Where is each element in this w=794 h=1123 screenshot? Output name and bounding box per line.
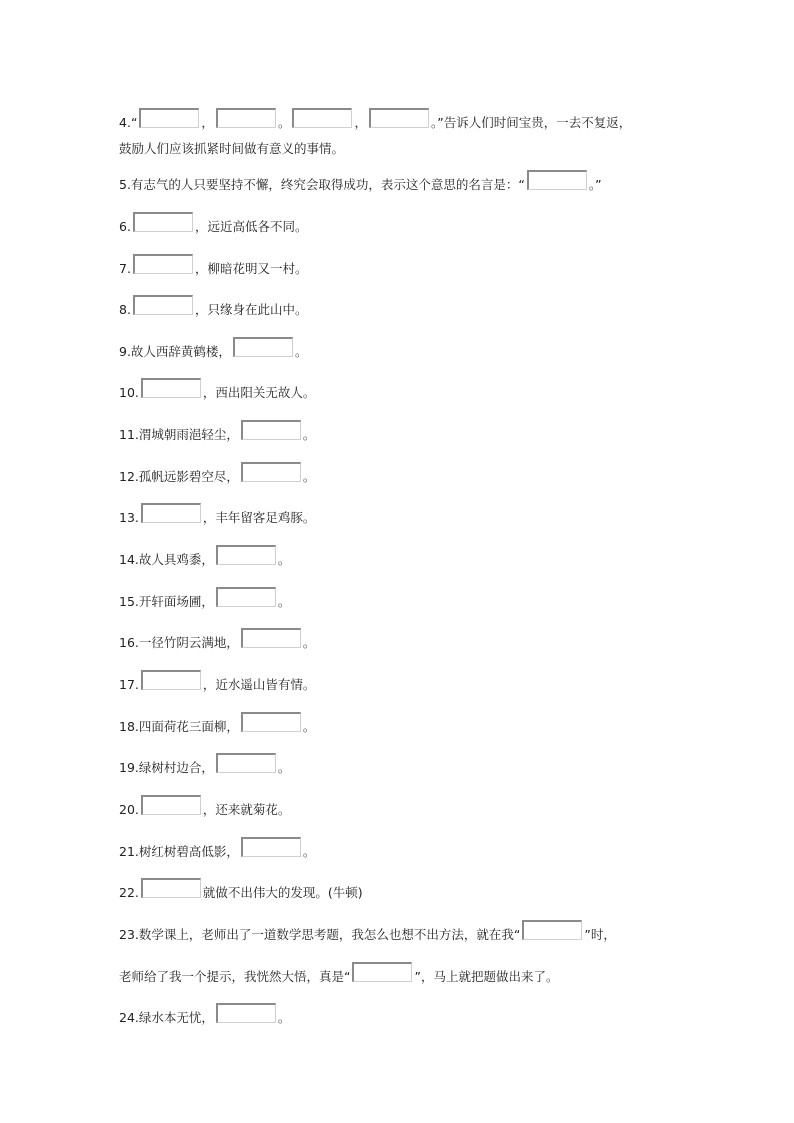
answer-blank-7[interactable]: [133, 254, 193, 274]
answer-blank-12[interactable]: [241, 462, 301, 482]
answer-blank-24[interactable]: [216, 1003, 276, 1023]
answer-blank-13[interactable]: [141, 503, 201, 523]
question-11: [119, 420, 315, 448]
question-text: 9.故人西辞黄鹤楼，: [119, 344, 231, 359]
question-text: 鼓励人们应该抓紧时间做有意义的事情。: [119, 141, 345, 156]
question-text: ，还来就菊花。: [202, 802, 291, 817]
answer-blank-6[interactable]: [133, 212, 193, 232]
question-4-continued: [119, 134, 344, 162]
punct: 。: [302, 469, 316, 484]
answer-blank-22[interactable]: [141, 878, 201, 898]
question-7: [119, 254, 307, 282]
question-19: [119, 753, 290, 781]
question-5: [119, 170, 602, 198]
question-12: [119, 462, 315, 490]
question-text: 老师给了我一个提示，我恍然大悟，真是“: [119, 969, 351, 984]
question-number: 6.: [119, 218, 131, 234]
question-text: ，只缘身在此山中。: [194, 302, 308, 317]
question-number: 13.: [119, 509, 139, 525]
question-6: [119, 212, 307, 240]
question-text: 21.树红树碧高低影，: [119, 844, 239, 859]
question-text: ，柳暗花明又一村。: [194, 261, 308, 276]
answer-blank-5[interactable]: [527, 170, 587, 190]
answer-blank-4a[interactable]: [139, 108, 199, 128]
question-23: [119, 920, 616, 948]
question-number: 17.: [119, 676, 139, 692]
punct: 。: [277, 594, 291, 609]
answer-blank-17[interactable]: [141, 670, 201, 690]
answer-blank-11[interactable]: [241, 420, 301, 440]
punct: 。: [302, 844, 316, 859]
answer-blank-9[interactable]: [233, 337, 293, 357]
question-text: 24.绿水本无忧，: [119, 1010, 214, 1025]
question-number: 10.: [119, 384, 139, 400]
question-8: [119, 295, 307, 323]
question-text: 11.渭城朝雨浥轻尘，: [119, 427, 239, 442]
question-4: [119, 108, 631, 136]
question-23-continued: [119, 962, 558, 990]
answer-blank-4b[interactable]: [216, 108, 276, 128]
quote-open: “: [130, 114, 138, 130]
question-text: 23.数学课上，老师出了一道数学思考题，我怎么也想不出方法，就在我“: [119, 927, 521, 942]
question-text: 5.有志气的人只要坚持不懈，终究会取得成功，表示这个意思的名言是：“: [119, 177, 525, 192]
question-10: [119, 378, 315, 406]
question-text: 。”告诉人们时间宝贵，一去不复返，: [430, 115, 632, 130]
question-16: [119, 628, 315, 656]
answer-blank-21[interactable]: [241, 837, 301, 857]
punct: 。: [302, 635, 316, 650]
question-17: [119, 670, 315, 698]
punct: 。: [277, 552, 291, 567]
punct: 。: [277, 1010, 291, 1025]
question-text: ，近水遥山皆有情。: [202, 677, 316, 692]
answer-blank-15[interactable]: [216, 587, 276, 607]
punct: ，: [201, 115, 214, 130]
answer-blank-20[interactable]: [141, 795, 201, 815]
answer-blank-8[interactable]: [133, 295, 193, 315]
question-text: 12.孤帆远影碧空尽，: [119, 469, 239, 484]
question-number: 22.: [119, 884, 139, 900]
question-24: [119, 1003, 290, 1031]
punct: 。: [302, 719, 316, 734]
question-14: [119, 545, 290, 573]
question-text: 16.一径竹阴云满地，: [119, 635, 239, 650]
answer-blank-23b[interactable]: [352, 962, 412, 982]
question-number: 4.: [119, 114, 131, 130]
punct: 。: [277, 115, 291, 130]
punct: 。”: [588, 177, 602, 192]
question-text: ”，马上就把题做出来了。: [414, 969, 559, 984]
question-number: 8.: [119, 301, 131, 317]
answer-blank-18[interactable]: [241, 712, 301, 732]
question-text: ，丰年留客足鸡豚。: [202, 510, 316, 525]
question-13: [119, 503, 315, 531]
question-number: 20.: [119, 801, 139, 817]
question-text: ”时，: [584, 927, 616, 942]
question-text: 18.四面荷花三面柳，: [119, 719, 239, 734]
question-15: [119, 587, 290, 615]
punct: 。: [302, 427, 316, 442]
question-text: 就做不出伟大的发现。(牛顿): [202, 885, 363, 900]
answer-blank-14[interactable]: [216, 545, 276, 565]
question-text: 14.故人具鸡黍，: [119, 552, 214, 567]
question-21: [119, 837, 315, 865]
answer-blank-16[interactable]: [241, 628, 301, 648]
punct: 。: [277, 760, 291, 775]
question-text: ，西出阳关无故人。: [202, 385, 316, 400]
question-22: [119, 878, 363, 906]
answer-blank-4d[interactable]: [369, 108, 429, 128]
question-text: ，远近高低各不同。: [194, 219, 308, 234]
question-number: 7.: [119, 260, 131, 276]
punct: ，: [354, 115, 367, 130]
punct: 。: [294, 344, 308, 359]
question-20: [119, 795, 290, 823]
question-text: 15.开轩面场圃，: [119, 594, 214, 609]
question-18: [119, 712, 315, 740]
answer-blank-4c[interactable]: [292, 108, 352, 128]
question-9: [119, 337, 307, 365]
answer-blank-19[interactable]: [216, 753, 276, 773]
answer-blank-23a[interactable]: [522, 920, 582, 940]
answer-blank-10[interactable]: [141, 378, 201, 398]
question-text: 19.绿树村边合，: [119, 760, 214, 775]
